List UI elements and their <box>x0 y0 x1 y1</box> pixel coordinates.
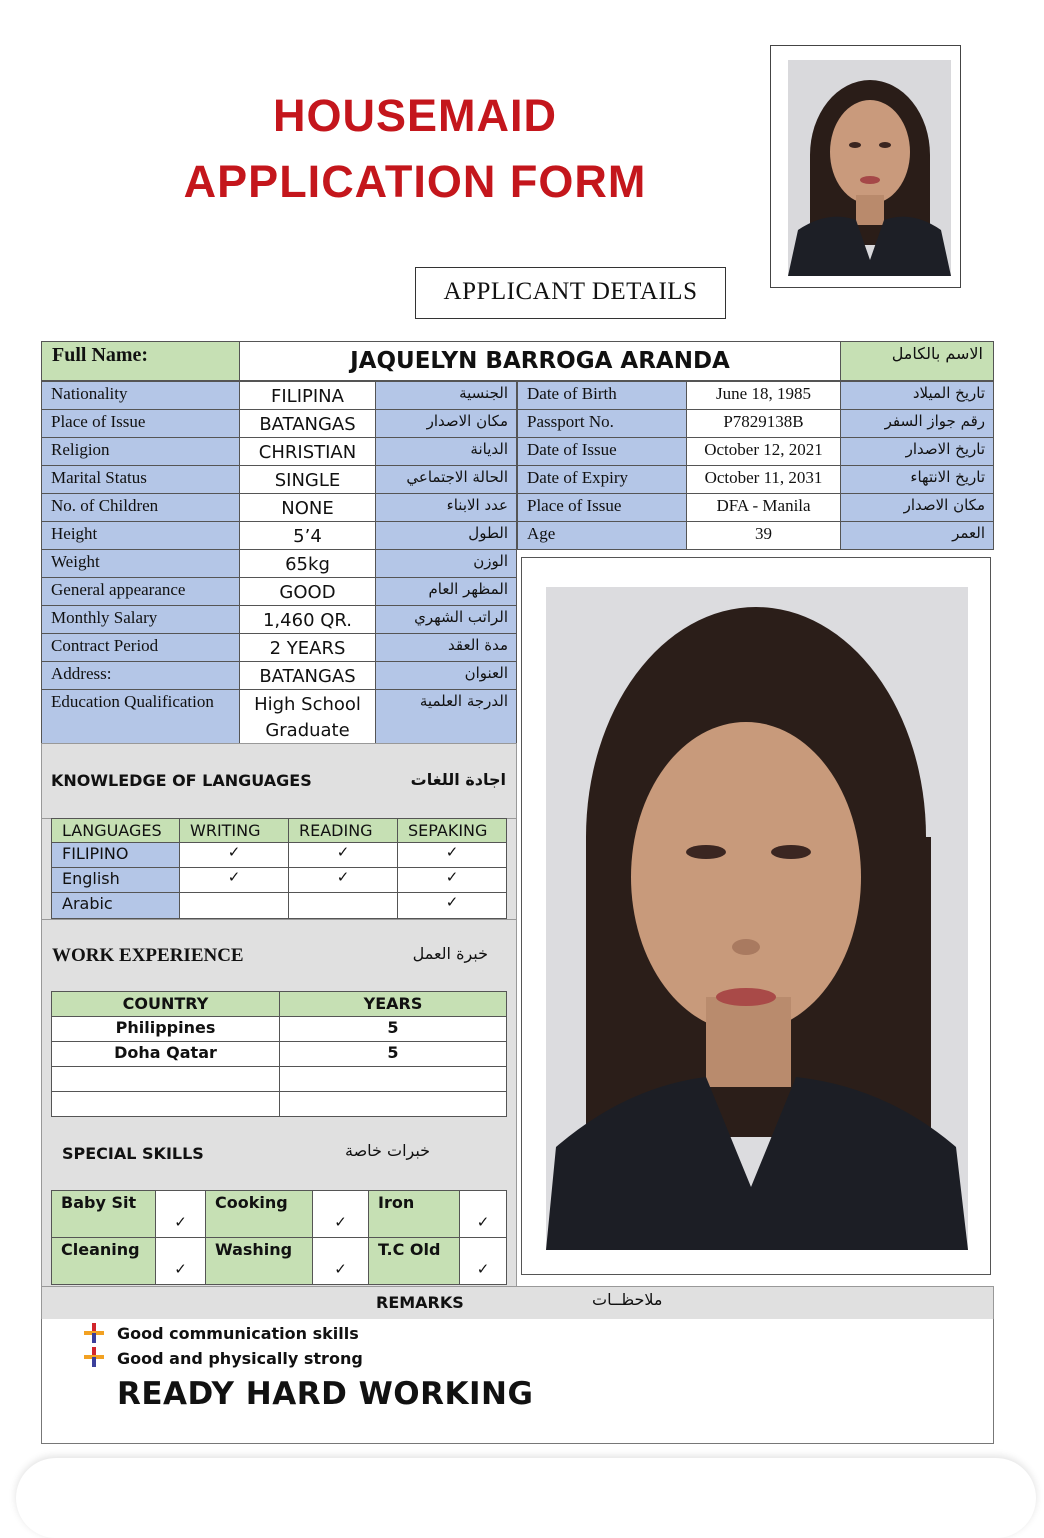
skill-check: ✓ <box>459 1237 507 1285</box>
appearance-arabic: المظهر العام <box>375 577 517 606</box>
salary-value: 1,460 QR. <box>239 605 376 634</box>
children-arabic: عدد الابناء <box>375 493 517 522</box>
appearance-value: GOOD <box>239 577 376 606</box>
passport-label: Passport No. <box>517 409 687 438</box>
full-name-label: Full Name: <box>41 341 240 381</box>
expiry-date-arabic: تاريخ الانتهاء <box>840 465 994 494</box>
dob-value: June 18, 1985 <box>686 381 841 410</box>
remarks-title: REMARKS <box>376 1293 464 1312</box>
remark-highlight: READY HARD WORKING <box>117 1376 534 1412</box>
lang-row-reading: ✓ <box>288 867 398 893</box>
appearance-label: General appearance <box>41 577 240 606</box>
religion-value: CHRISTIAN <box>239 437 376 466</box>
we-row-country: Philippines <box>51 1016 280 1042</box>
children-label: No. of Children <box>41 493 240 522</box>
contract-period-label: Contract Period <box>41 633 240 662</box>
religion-label: Religion <box>41 437 240 466</box>
skill-check: ✓ <box>155 1237 206 1285</box>
education-label: Education Qualification <box>41 689 240 744</box>
education-value-line1: High School <box>254 694 361 715</box>
education-value <box>239 689 376 744</box>
remark-item: Good and physically strong <box>117 1349 363 1368</box>
we-row-years <box>279 1091 507 1117</box>
lang-row-writing: ✓ <box>179 842 289 868</box>
skill-check: ✓ <box>155 1190 206 1238</box>
lang-row-speaking: ✓ <box>397 867 507 893</box>
bottom-sheet-edge <box>16 1458 1036 1538</box>
lang-header-languages: LANGUAGES <box>51 818 180 843</box>
skill-check: ✓ <box>459 1190 507 1238</box>
applicant-details-heading: APPLICANT DETAILS <box>415 267 726 319</box>
lang-row-speaking: ✓ <box>397 842 507 868</box>
lang-row-name: English <box>51 867 180 893</box>
issue-date-value: October 12, 2021 <box>686 437 841 466</box>
issue-date-label: Date of Issue <box>517 437 687 466</box>
lang-row-speaking: ✓ <box>397 892 507 919</box>
special-skills-title-arabic: خبرات خاصة <box>345 1141 431 1160</box>
passport-issue-place-label: Place of Issue <box>517 493 687 522</box>
address-value: BATANGAS <box>239 661 376 690</box>
we-header-country: COUNTRY <box>51 991 280 1017</box>
expiry-date-label: Date of Expiry <box>517 465 687 494</box>
place-of-issue-label: Place of Issue <box>41 409 240 438</box>
languages-title: KNOWLEDGE OF LANGUAGES <box>51 771 312 790</box>
weight-label: Weight <box>41 549 240 578</box>
contract-period-arabic: مدة العقد <box>375 633 517 662</box>
we-header-years: YEARS <box>279 991 507 1017</box>
nationality-value: FILIPINA <box>239 381 376 410</box>
bullet-plus-icon <box>84 1323 104 1343</box>
full-name-value: JAQUELYN BARROGA ARANDA <box>239 341 841 381</box>
address-arabic: العنوان <box>375 661 517 690</box>
skill-check: ✓ <box>312 1190 369 1238</box>
languages-section <box>41 743 517 819</box>
full-name-arabic-label: الاسم بالكامل <box>840 341 994 381</box>
height-value: 5’4 <box>239 521 376 550</box>
lang-header-speaking: SEPAKING <box>397 818 507 843</box>
bullet-plus-icon <box>84 1347 104 1367</box>
lang-row-writing: ✓ <box>179 867 289 893</box>
height-label: Height <box>41 521 240 550</box>
form-title-line2: APPLICATION FORM <box>183 156 647 207</box>
age-arabic: العمر <box>840 521 994 550</box>
marital-status-value: SINGLE <box>239 465 376 494</box>
address-label: Address: <box>41 661 240 690</box>
we-row-country <box>51 1066 280 1092</box>
nationality-arabic: الجنسية <box>375 381 517 410</box>
education-arabic: الدرجة العلمية <box>375 689 517 744</box>
skill-name: Baby Sit <box>51 1190 156 1238</box>
weight-value: 65kg <box>239 549 376 578</box>
skill-name: Cleaning <box>51 1237 156 1285</box>
remarks-header <box>41 1286 994 1320</box>
we-row-country <box>51 1091 280 1117</box>
applicant-photo-large-icon <box>546 587 968 1250</box>
weight-arabic: الوزن <box>375 549 517 578</box>
remarks-body <box>41 1319 994 1444</box>
work-experience-title: WORK EXPERIENCE <box>52 945 244 966</box>
skill-name: Washing <box>205 1237 313 1285</box>
lang-row-name: Arabic <box>51 892 180 919</box>
skill-check: ✓ <box>312 1237 369 1285</box>
lang-row-reading <box>288 892 398 919</box>
small-photo-frame <box>770 45 961 288</box>
education-value-line2: Graduate <box>265 720 350 741</box>
religion-arabic: الديانة <box>375 437 517 466</box>
remarks-title-arabic: ملاحظــات <box>592 1290 663 1309</box>
height-arabic: الطول <box>375 521 517 550</box>
marital-status-arabic: الحالة الاجتماعي <box>375 465 517 494</box>
passport-value: P7829138B <box>686 409 841 438</box>
skill-name: Cooking <box>205 1190 313 1238</box>
nationality-label: Nationality <box>41 381 240 410</box>
remark-item: Good communication skills <box>117 1324 359 1343</box>
salary-label: Monthly Salary <box>41 605 240 634</box>
place-of-issue-arabic: مكان الاصدار <box>375 409 517 438</box>
issue-date-arabic: تاريخ الاصدار <box>840 437 994 466</box>
lang-header-writing: WRITING <box>179 818 289 843</box>
form-title-line1: HOUSEMAID <box>272 90 557 141</box>
special-skills-title: SPECIAL SKILLS <box>62 1144 204 1163</box>
age-label: Age <box>517 521 687 550</box>
applicant-photo-icon <box>788 60 951 276</box>
expiry-date-value: October 11, 2031 <box>686 465 841 494</box>
we-row-years: 5 <box>279 1041 507 1067</box>
lang-row-reading: ✓ <box>288 842 398 868</box>
work-experience-title-arabic: خبرة العمل <box>412 944 488 963</box>
marital-status-label: Marital Status <box>41 465 240 494</box>
passport-issue-place-arabic: مكان الاصدار <box>840 493 994 522</box>
place-of-issue-value: BATANGAS <box>239 409 376 438</box>
lang-row-name: FILIPINO <box>51 842 180 868</box>
contract-period-value: 2 YEARS <box>239 633 376 662</box>
skill-name: Iron <box>368 1190 460 1238</box>
passport-arabic: رقم جواز السفر <box>840 409 994 438</box>
we-row-years <box>279 1066 507 1092</box>
lang-row-writing <box>179 892 289 919</box>
skill-name: T.C Old <box>368 1237 460 1285</box>
age-value: 39 <box>686 521 841 550</box>
dob-label: Date of Birth <box>517 381 687 410</box>
children-value: NONE <box>239 493 376 522</box>
salary-arabic: الراتب الشهري <box>375 605 517 634</box>
large-photo-frame <box>521 557 991 1275</box>
lang-header-reading: READING <box>288 818 398 843</box>
languages-title-arabic: اجادة اللغات <box>410 770 506 789</box>
dob-arabic: تاريخ الميلاد <box>840 381 994 410</box>
we-row-country: Doha Qatar <box>51 1041 280 1067</box>
we-row-years: 5 <box>279 1016 507 1042</box>
passport-issue-place-value: DFA - Manila <box>686 493 841 522</box>
